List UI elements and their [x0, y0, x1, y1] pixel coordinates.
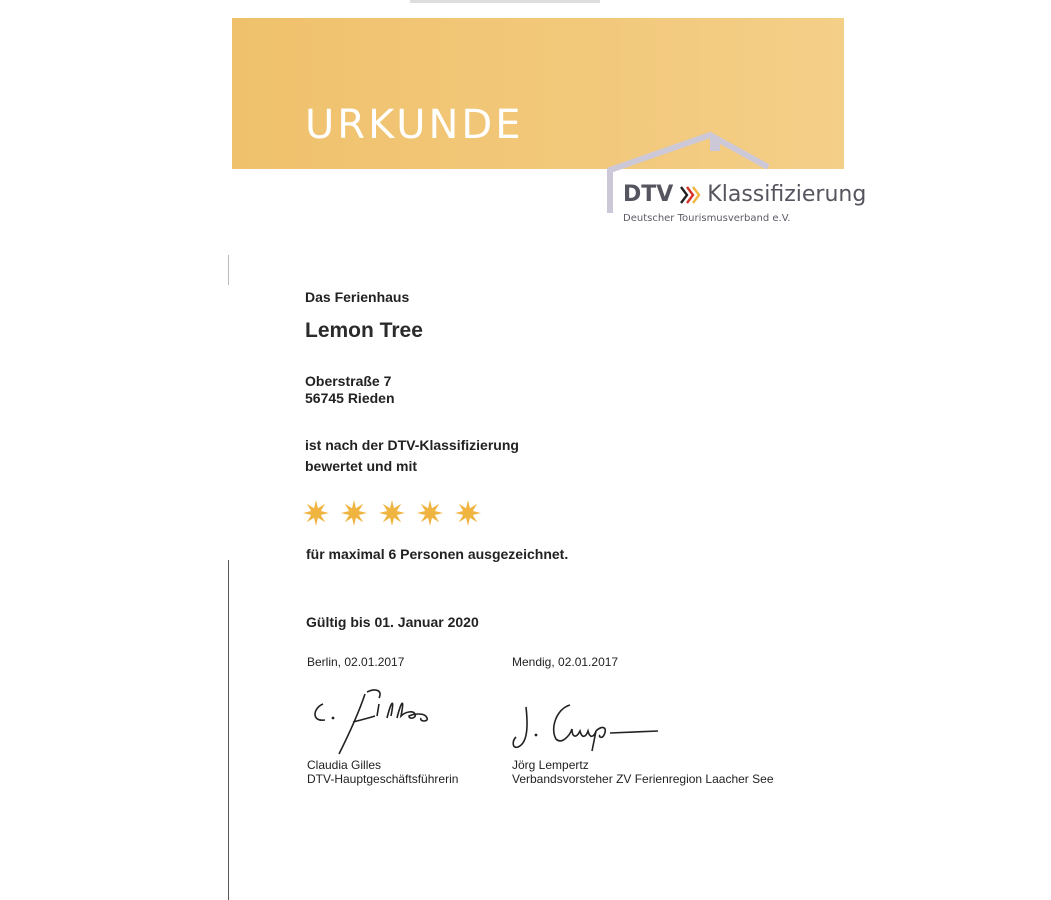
star-icon [379, 500, 405, 526]
star-icon [303, 500, 329, 526]
dtv-logo [623, 182, 866, 207]
property-city: 56745 Rieden [305, 390, 395, 406]
signature-place-date: Berlin, 02.01.2017 [307, 655, 405, 669]
signer-role: DTV-Hauptgeschäftsführerin [307, 772, 459, 786]
star-icon [455, 500, 481, 526]
property-type-label: Das Ferienhaus [305, 289, 410, 305]
statement-line-3: für maximal 6 Personen ausgezeichnet. [306, 546, 569, 562]
signer-name: Claudia Gilles [307, 758, 382, 772]
property-street: Oberstraße 7 [305, 373, 392, 389]
logo-brand: DTV [623, 182, 674, 207]
signature-place-date: Mendig, 02.01.2017 [512, 655, 619, 669]
signer-name: Jörg Lempertz [512, 758, 589, 772]
star-icon [341, 500, 367, 526]
statement-line-2: bewertet und mit [305, 458, 418, 474]
chevrons-logo-icon [679, 184, 701, 206]
handwritten-signature-gilles [305, 682, 465, 762]
star-icon [417, 500, 443, 526]
scan-edge-line [228, 560, 229, 900]
logo-subtitle: Deutscher Tourismusverband e.V. [623, 213, 791, 224]
handwritten-signature-lempertz [508, 695, 668, 760]
signer-role: Verbandsvorsteher ZV Ferienregion Laacher See [512, 772, 774, 786]
property-name: Lemon Tree [305, 319, 423, 342]
certificate-title: URKUNDE [305, 102, 524, 148]
star-rating [303, 500, 481, 528]
statement-line-1: ist nach der DTV-Klassifizierung [305, 437, 519, 453]
scan-artifact [410, 0, 600, 3]
scan-edge-line [228, 255, 229, 285]
logo-product: Klassifizierung [707, 182, 867, 207]
validity-date: Gültig bis 01. Januar 2020 [306, 614, 479, 630]
